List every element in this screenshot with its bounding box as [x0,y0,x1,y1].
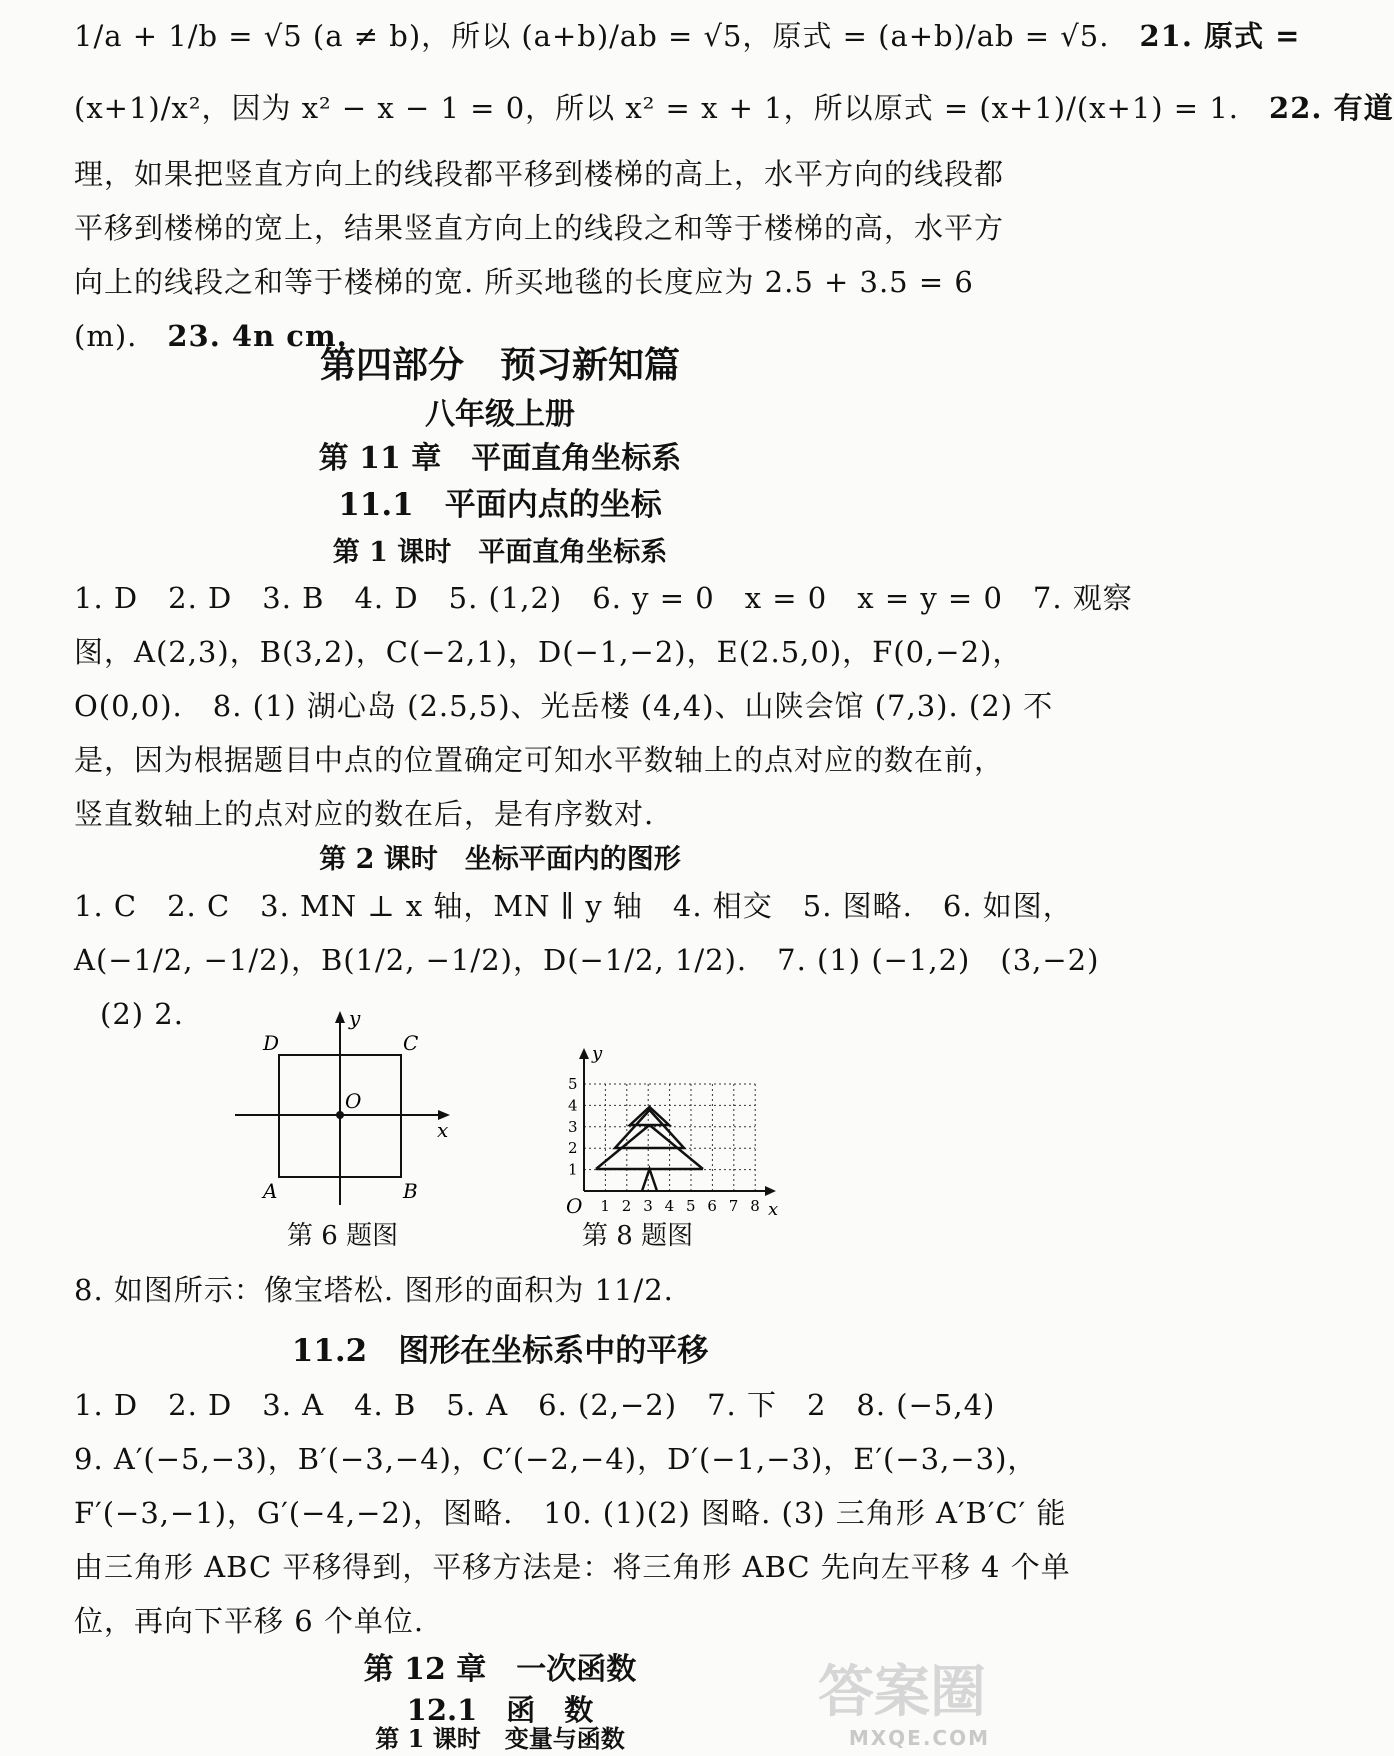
lesson1-line-3: O(0,0). 8. (1) 湖心岛 (2.5,5)、光岳楼 (4,4)、山陕会馆 (7,3). (2) 不 [74,689,1054,723]
lesson1-line-1: 1. D 2. D 3. B 4. D 5. (1,2) 6. y = 0 x = 0 x = y = 0 7. 观察 [74,581,1133,615]
figure-6-caption: 第 6 题图 [287,1221,399,1251]
lesson1-line-2: 图，A(2,3)，B(3,2)，C(−2,1)，D(−1,−2)，E(2.5,0)，F(0,−2)， [74,635,1023,669]
sec11-2-line-4: 由三角形 ABC 平移得到，平移方法是：将三角形 ABC 先向左平移 4 个单 [74,1550,1071,1584]
fig8-x-tick-label: 7 [728,1197,739,1215]
lesson-1-heading: 第 1 课时 平面直角坐标系 [332,537,668,568]
fig8-x-tick-label: 4 [664,1197,675,1215]
sec11-2-line-2: 9. A′(−5,−3)，B′(−3,−4)，C′(−2,−4)，D′(−1,−3)，E′(−3,−3)， [74,1442,1038,1476]
sec11-2-line-1: 1. D 2. D 3. A 4. B 5. A 6. (2,−2) 7. 下 2 8. (−5,4) [74,1388,996,1422]
answer-line-5: 向上的线段之和等于楼梯的宽. 所买地毯的长度应为 2.5 + 3.5 = 6 [74,265,974,299]
fig8-y-tick-label: 1 [568,1160,578,1179]
section-11-2-heading: 11.2 图形在坐标系中的平移 [291,1333,709,1369]
fig8-y-tick-label: 2 [568,1139,578,1158]
part-heading: 第四部分 预习新知篇 [319,344,680,386]
lesson-12-1-heading: 第 1 课时 变量与函数 [375,1724,625,1753]
fig8-origin-label: O [566,1194,583,1218]
answer-line-3: 理，如果把竖直方向上的线段都平移到楼梯的高上，水平方向的线段都 [74,157,1005,191]
q8-answer-line: 8. 如图所示：像宝塔松. 图形的面积为 11/2. [74,1273,674,1307]
fig8-x-tick-labels [600,1197,759,1215]
fig8-trunk [642,1169,657,1191]
fig6-label-b: B [403,1179,418,1203]
section-12-1-heading: 12.1 函 数 [406,1693,594,1727]
fig6-label-c: C [403,1031,419,1055]
fig8-top-triangle [615,1110,684,1148]
fig8-x-tick-label: 2 [621,1197,632,1215]
fig8-grid [584,1084,755,1191]
chapter-12-heading: 第 12 章 一次函数 [363,1652,637,1687]
fig8-x-tick-label: 6 [707,1197,717,1215]
lesson-2-heading: 第 2 课时 坐标平面内的图形 [319,844,681,875]
fig8-x-tick-label: 8 [750,1197,760,1215]
fig6-label-x: x [437,1118,449,1142]
lesson2-line-3: (2) 2. [100,997,184,1031]
fig8-x-axis-label: x [768,1199,779,1220]
figure-8 [530,1045,780,1225]
answer-line-1: 1/a + 1/b = √5 (a ≠ b)，所以 (a+b)/ab = √5，原式 = (a+b)/ab = √5. 21. 原式 = [74,19,1301,53]
lesson2-line-2: A(−1/2, −1/2)，B(1/2, −1/2)，D(−1/2, 1/2). 7. (1) (−1,2) (3,−2) [74,943,1100,977]
fig6-label-o: O [345,1089,362,1113]
watermark-site: MXQE.COM [848,1726,990,1750]
fig8-y-axis-label: y [592,1043,603,1064]
fig8-y-tick-label: 4 [568,1096,578,1115]
sec11-2-line-5: 位，再向下平移 6 个单位. [74,1604,425,1638]
fig6-label-y: y [349,1006,361,1030]
fig8-x-tick-label: 5 [686,1197,696,1215]
fig6-y-arrow [335,1011,345,1023]
lesson1-line-5: 竖直数轴上的点对应的数在后，是有序数对. [74,797,655,831]
fig6-origin-point [336,1111,344,1119]
figure-6 [225,1005,465,1215]
grade-heading: 八年级上册 [425,397,575,432]
fig8-y-arrow [579,1048,589,1059]
answer-line-6: (m). 23. 4n cm. [74,319,348,353]
sec11-2-line-3: F′(−3,−1)，G′(−4,−2)，图略. 10. (1)(2) 图略. (3) 三角形 A′B′C′ 能 [74,1496,1067,1530]
answer-line-2: (x+1)/x²，因为 x² − x − 1 = 0，所以 x² = x + 1，所以原式 = (x+1)/(x+1) = 1. 22. 有道 [74,91,1394,125]
lesson1-line-4: 是，因为根据题目中点的位置确定可知水平数轴上的点对应的数在前， [74,743,1005,777]
section-11-1-heading: 11.1 平面内点的坐标 [338,487,662,523]
watermark-logo: 答案圈 [818,1660,986,1725]
answer-line-4: 平移到楼梯的宽上，结果竖直方向上的线段之和等于楼梯的高，水平方 [74,211,1005,245]
fig8-y-tick-label: 5 [568,1075,578,1093]
fig8-x-arrow [765,1186,776,1196]
lesson2-line-1: 1. C 2. C 3. MN ⊥ x 轴，MN ∥ y 轴 4. 相交 5. 图略. 6. 如图， [74,889,1073,923]
fig6-label-d: D [263,1031,280,1055]
fig6-label-a: A [263,1179,278,1203]
fig8-x-tick-label: 1 [600,1197,610,1215]
fig8-y-tick-label: 3 [568,1117,578,1136]
fig8-y-tick-labels [568,1075,578,1179]
fig8-x-tick-label: 3 [643,1197,653,1215]
chapter-11-heading: 第 11 章 平面直角坐标系 [318,441,682,476]
figure-8-caption: 第 8 题图 [582,1221,694,1251]
